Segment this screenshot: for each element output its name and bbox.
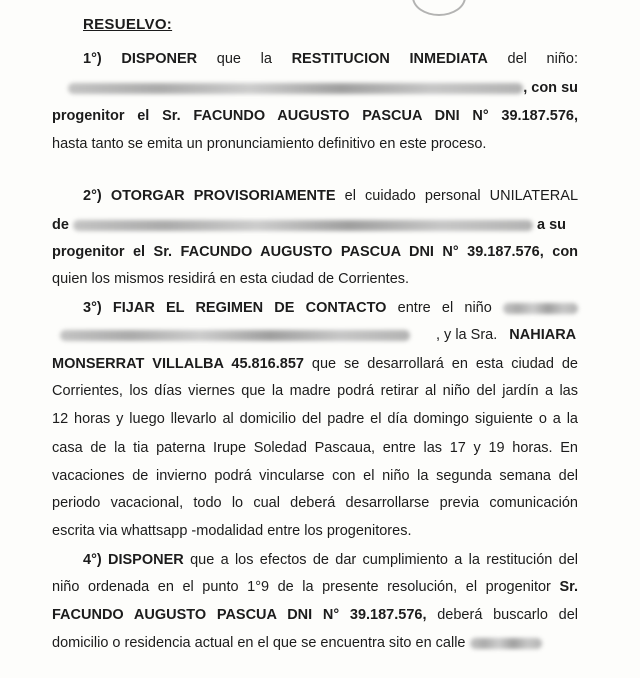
heading: RESUELVO: [83,16,173,33]
redacted-name [73,220,533,231]
seal-stamp [412,0,466,16]
p4-line-1: 4°) DISPONER que a los efectos de dar cumplimiento a la restitución del [83,552,578,568]
p3-line-7: vacaciones de invierno podrá vincularse con el niño la segunda semana del [52,468,578,484]
p4-line-3: FACUNDO AUGUSTO PASCUA DNI N° 39.187.576, deberá buscarlo del [52,607,578,623]
p3-line-2: , y la Sra. NAHIARA [52,326,578,344]
p4-line-4: domicilio o residencia actual en el que se encuentra sito en calle [52,634,578,652]
p1-line-3: progenitor el Sr. FACUNDO AUGUSTO PASCUA DNI N° 39.187.576, [52,108,579,124]
p3-line-4: Corrientes, los días viernes que la madre podrá retirar al niño del jardín a las [52,383,578,399]
p1-line-1: 1°) DISPONER que la RESTITUCION INMEDIATA del niño: [83,51,578,67]
redacted-name [60,330,410,341]
redacted-address [470,638,542,649]
p4-line-2: niño ordenada en el punto 1°9 de la presente resolución, el progenitor Sr. [52,579,578,595]
p3-line-9: escrita via whattsapp -modalidad entre los progenitores. [52,523,412,539]
p2-line-2: de a su [52,217,566,233]
p2-line-3: progenitor el Sr. FACUNDO AUGUSTO PASCUA DNI N° 39.187.576, con [52,244,579,260]
redacted-name [68,83,523,94]
p2-line-1: 2°) OTORGAR PROVISORIAMENTE el cuidado personal UNILATERAL [83,188,579,204]
p3-line-8: periodo vacacional, todo lo cual deberá desarrollarse previa comunicación [52,495,578,511]
p1-line-2: , con su [52,79,578,97]
p3-line-1: 3°) FIJAR EL REGIMEN DE CONTACTO entre el niño [83,299,578,317]
p3-line-5: 12 horas y luego llevarlo al domicilio del padre el día domingo siguiente o a la [52,411,578,427]
redacted-name [503,303,578,314]
p2-line-4: quien los mismos residirá en esta ciudad de Corrientes. [52,271,410,287]
p1-line-4: hasta tanto se emita un pronunciamiento definitivo en este proceso. [52,136,487,152]
p3-line-6: casa de la tia paterna Irupe Soledad Pascaua, entre las 17 y 19 horas. En [52,440,578,456]
p3-line-3: MONSERRAT VILLALBA 45.816.857 que se desarrollará en esta ciudad de [52,356,578,372]
